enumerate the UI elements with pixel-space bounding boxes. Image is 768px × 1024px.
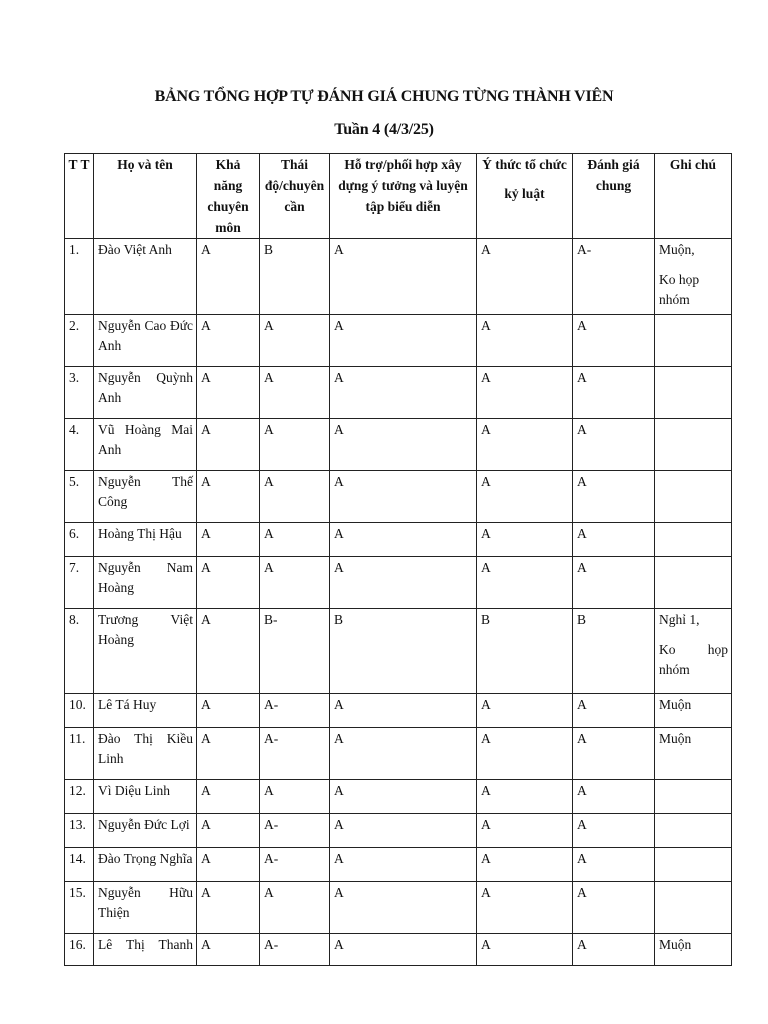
- header-discipline-line1: Ý thức tổ chức: [482, 157, 567, 172]
- cell-name: Trương Việt Hoàng: [94, 609, 197, 694]
- cell-attitude: A: [260, 557, 330, 609]
- cell-discipline: A: [477, 367, 573, 419]
- cell-tt: 6.: [65, 523, 94, 557]
- cell-skill: A: [197, 848, 260, 882]
- cell-note: [655, 367, 732, 419]
- cell-support: A: [330, 419, 477, 471]
- cell-attitude: A: [260, 780, 330, 814]
- header-attitude: Thái độ/chuyên cần: [260, 154, 330, 239]
- evaluation-table: [64, 153, 732, 966]
- cell-support: A: [330, 315, 477, 367]
- cell-note: [655, 471, 732, 523]
- document-subtitle: Tuần 4 (4/3/25): [334, 121, 434, 138]
- cell-tt: 11.: [65, 728, 94, 780]
- cell-support: A: [330, 780, 477, 814]
- cell-attitude: B: [260, 239, 330, 315]
- header-name: Họ và tên: [94, 154, 197, 239]
- cell-attitude: A-: [260, 728, 330, 780]
- cell-overall: A: [573, 557, 655, 609]
- cell-skill: A: [197, 367, 260, 419]
- cell-name: Vũ Hoàng Mai Anh: [94, 419, 197, 471]
- table-row: [65, 471, 732, 523]
- cell-note: [655, 419, 732, 471]
- table-header-row: [65, 154, 732, 239]
- cell-skill: A: [197, 609, 260, 694]
- cell-skill: A: [197, 814, 260, 848]
- cell-tt: 8.: [65, 609, 94, 694]
- cell-attitude: A: [260, 315, 330, 367]
- cell-discipline: A: [477, 882, 573, 934]
- cell-skill: A: [197, 882, 260, 934]
- header-tt: T T: [65, 154, 94, 239]
- cell-note: Muộn: [655, 728, 732, 780]
- cell-name: Nguyễn Quỳnh Anh: [94, 367, 197, 419]
- table-row: [65, 557, 732, 609]
- cell-name: Đào Trọng Nghĩa: [94, 848, 197, 882]
- cell-attitude: A: [260, 367, 330, 419]
- cell-attitude: A: [260, 471, 330, 523]
- cell-name: Nguyễn Đức Lợi: [94, 814, 197, 848]
- note-word: Ko: [659, 642, 676, 657]
- cell-tt: 14.: [65, 848, 94, 882]
- table-row: [65, 882, 732, 934]
- cell-overall: A: [573, 471, 655, 523]
- cell-skill: A: [197, 315, 260, 367]
- cell-note: [655, 882, 732, 934]
- cell-support: A: [330, 557, 477, 609]
- note-line: Ko họp nhóm: [659, 272, 700, 307]
- cell-discipline: A: [477, 471, 573, 523]
- cell-support: A: [330, 848, 477, 882]
- cell-discipline: A: [477, 780, 573, 814]
- cell-name: Nguyễn Nam Hoàng: [94, 557, 197, 609]
- note-line: Muộn,: [659, 242, 695, 257]
- cell-overall: A: [573, 848, 655, 882]
- cell-discipline: A: [477, 934, 573, 966]
- cell-attitude: A: [260, 523, 330, 557]
- cell-attitude: A-: [260, 694, 330, 728]
- cell-discipline: A: [477, 315, 573, 367]
- header-support: Hỗ trợ/phối hợp xây dựng ý tưởng và luyện tập biểu diễn: [330, 154, 477, 239]
- cell-support: A: [330, 728, 477, 780]
- cell-attitude: A-: [260, 814, 330, 848]
- cell-overall: A: [573, 367, 655, 419]
- table-row: [65, 694, 732, 728]
- cell-note: [655, 848, 732, 882]
- cell-note: [655, 239, 732, 315]
- cell-discipline: A: [477, 814, 573, 848]
- note-line: Nghỉ 1,: [659, 612, 700, 627]
- cell-attitude: A: [260, 882, 330, 934]
- cell-support: A: [330, 471, 477, 523]
- cell-attitude: B-: [260, 609, 330, 694]
- cell-discipline: A: [477, 557, 573, 609]
- cell-note: [655, 609, 732, 694]
- table-row: [65, 315, 732, 367]
- cell-tt: 5.: [65, 471, 94, 523]
- header-discipline-line2: kỷ luật: [504, 186, 545, 201]
- cell-name: Hoàng Thị Hậu: [94, 523, 197, 557]
- cell-overall: A-: [573, 239, 655, 315]
- header-note: Ghi chú: [655, 154, 732, 239]
- cell-overall: B: [573, 609, 655, 694]
- cell-skill: A: [197, 780, 260, 814]
- cell-note: Muộn: [655, 694, 732, 728]
- table-row: [65, 419, 732, 471]
- cell-tt: 12.: [65, 780, 94, 814]
- cell-note: [655, 780, 732, 814]
- cell-tt: 15.: [65, 882, 94, 934]
- cell-overall: A: [573, 523, 655, 557]
- cell-overall: A: [573, 315, 655, 367]
- cell-support: A: [330, 239, 477, 315]
- cell-overall: A: [573, 694, 655, 728]
- cell-attitude: A: [260, 419, 330, 471]
- note-line: nhóm: [659, 662, 690, 677]
- cell-name: Nguyễn Hữu Thiện: [94, 882, 197, 934]
- cell-tt: 3.: [65, 367, 94, 419]
- cell-overall: A: [573, 814, 655, 848]
- cell-overall: A: [573, 728, 655, 780]
- cell-skill: A: [197, 728, 260, 780]
- cell-tt: 4.: [65, 419, 94, 471]
- cell-skill: A: [197, 694, 260, 728]
- cell-support: A: [330, 523, 477, 557]
- cell-name: Đào Việt Anh: [94, 239, 197, 315]
- cell-note: [655, 523, 732, 557]
- cell-tt: 16.: [65, 934, 94, 966]
- cell-name: Lê Thị Thanh: [94, 934, 197, 966]
- cell-tt: 13.: [65, 814, 94, 848]
- cell-attitude: A-: [260, 934, 330, 966]
- table-row: [65, 814, 732, 848]
- cell-skill: A: [197, 523, 260, 557]
- cell-tt: 7.: [65, 557, 94, 609]
- cell-support: A: [330, 694, 477, 728]
- cell-overall: A: [573, 780, 655, 814]
- cell-skill: A: [197, 557, 260, 609]
- cell-tt: 10.: [65, 694, 94, 728]
- cell-discipline: B: [477, 609, 573, 694]
- cell-name: Lê Tá Huy: [94, 694, 197, 728]
- note-line: [659, 640, 728, 660]
- cell-note: [655, 814, 732, 848]
- cell-discipline: A: [477, 848, 573, 882]
- table-row: [65, 780, 732, 814]
- table-row: [65, 934, 732, 966]
- cell-discipline: A: [477, 239, 573, 315]
- cell-note: [655, 557, 732, 609]
- cell-tt: 2.: [65, 315, 94, 367]
- cell-name: Đào Thị Kiều Linh: [94, 728, 197, 780]
- cell-skill: A: [197, 934, 260, 966]
- cell-name: Nguyễn Thế Công: [94, 471, 197, 523]
- document-title: BẢNG TỔNG HỢP TỰ ĐÁNH GIÁ CHUNG TỪNG THÀNH VIÊN: [154, 88, 614, 105]
- cell-note: [655, 315, 732, 367]
- cell-discipline: A: [477, 728, 573, 780]
- cell-discipline: A: [477, 523, 573, 557]
- table-row: [65, 367, 732, 419]
- cell-skill: A: [197, 239, 260, 315]
- cell-support: A: [330, 367, 477, 419]
- cell-overall: A: [573, 419, 655, 471]
- cell-name: Nguyễn Cao Đức Anh: [94, 315, 197, 367]
- cell-overall: A: [573, 882, 655, 934]
- cell-skill: A: [197, 419, 260, 471]
- cell-attitude: A-: [260, 848, 330, 882]
- cell-support: A: [330, 934, 477, 966]
- cell-overall: A: [573, 934, 655, 966]
- cell-support: A: [330, 814, 477, 848]
- cell-tt: 1.: [65, 239, 94, 315]
- note-word: họp: [707, 642, 728, 657]
- cell-support: A: [330, 882, 477, 934]
- cell-support: B: [330, 609, 477, 694]
- header-discipline: [477, 154, 573, 239]
- table-row: [65, 523, 732, 557]
- header-overall: Đánh giá chung: [573, 154, 655, 239]
- table-row: [65, 609, 732, 694]
- table-row: [65, 239, 732, 315]
- table-row: [65, 848, 732, 882]
- table-row: [65, 728, 732, 780]
- cell-discipline: A: [477, 419, 573, 471]
- cell-skill: A: [197, 471, 260, 523]
- header-skill: Khả năng chuyên môn: [197, 154, 260, 239]
- cell-note: Muộn: [655, 934, 732, 966]
- cell-discipline: A: [477, 694, 573, 728]
- cell-name: Vì Diệu Linh: [94, 780, 197, 814]
